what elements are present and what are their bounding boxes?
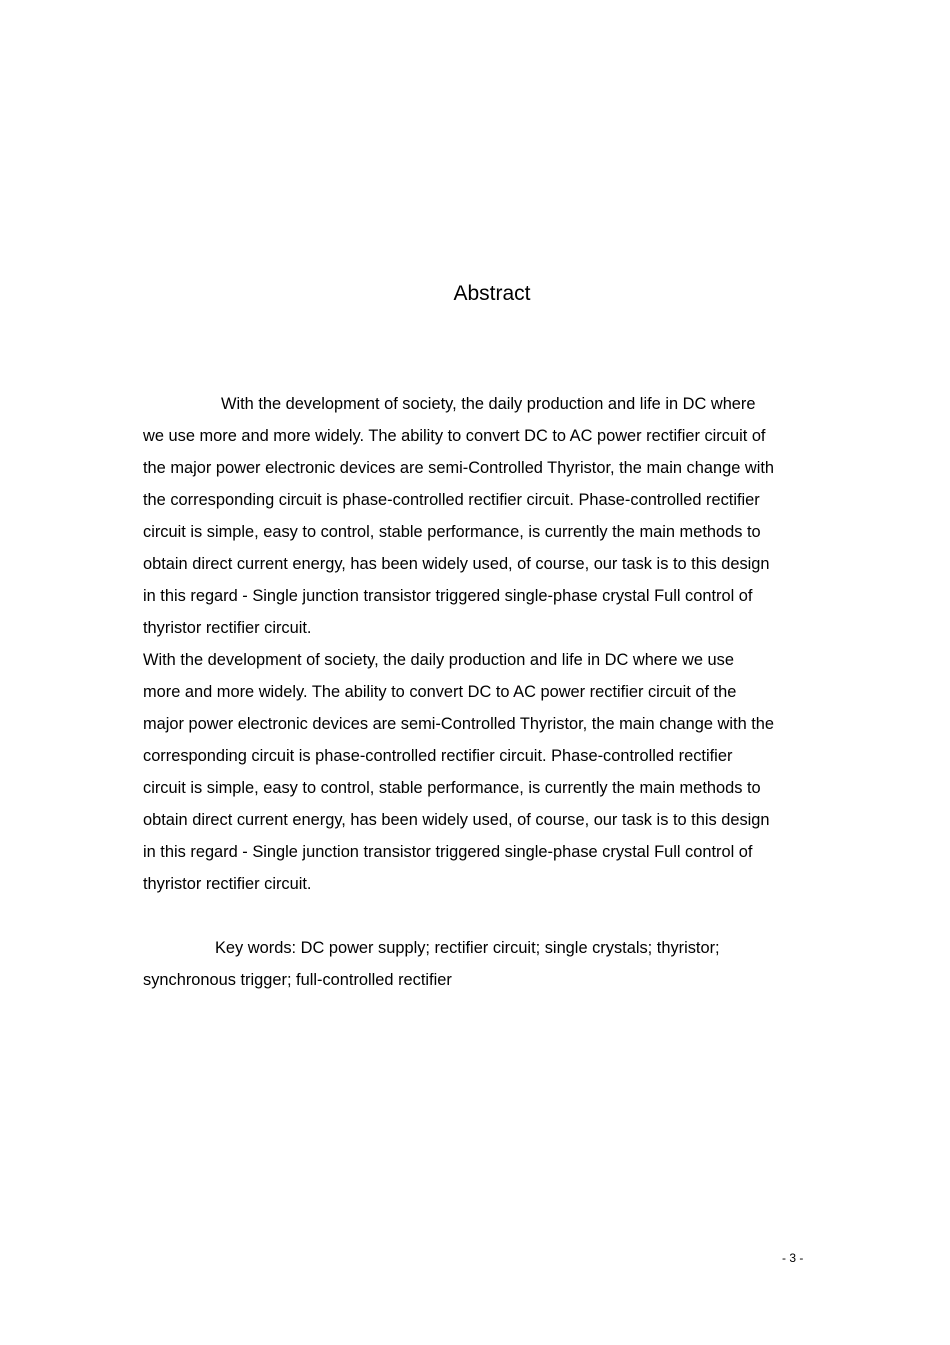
abstract-body	[143, 388, 775, 996]
abstract-paragraph-2: With the development of society, the daily production and life in DC where we use more and more widely. The ability to convert DC to AC power rectifier circuit of the major power electronic devices are semi-Controlled Thyristor, the main change with the corresponding circuit is phase-controlled rectifier circuit. Phase-controlled rectifier circuit is simple, easy to control, stable performance, is currently the main methods to obtain direct current energy, has been widely used, of course, our task is to this design in this regard - Single junction transistor triggered single-phase crystal Full control of thyristor rectifier circuit.	[143, 651, 775, 893]
keywords-paragraph: Key words: DC power supply; rectifier circuit; single crystals; thyristor; synchronous trigger; full-controlled rectifier	[143, 939, 720, 989]
page-number: - 3 -	[782, 1251, 804, 1265]
page-title: Abstract	[453, 282, 531, 305]
abstract-paragraph-1: With the development of society, the daily production and life in DC where we use more and more widely. The ability to convert DC to AC power rectifier circuit of the major power electronic devices are semi-Controlled Thyristor, the main change with the corresponding circuit is phase-controlled rectifier circuit. Phase-controlled rectifier circuit is simple, easy to control, stable performance, is currently the main methods to obtain direct current energy, has been widely used, of course, our task is to this design in this regard - Single junction transistor triggered single-phase crystal Full control of thyristor rectifier circuit.	[143, 395, 775, 637]
